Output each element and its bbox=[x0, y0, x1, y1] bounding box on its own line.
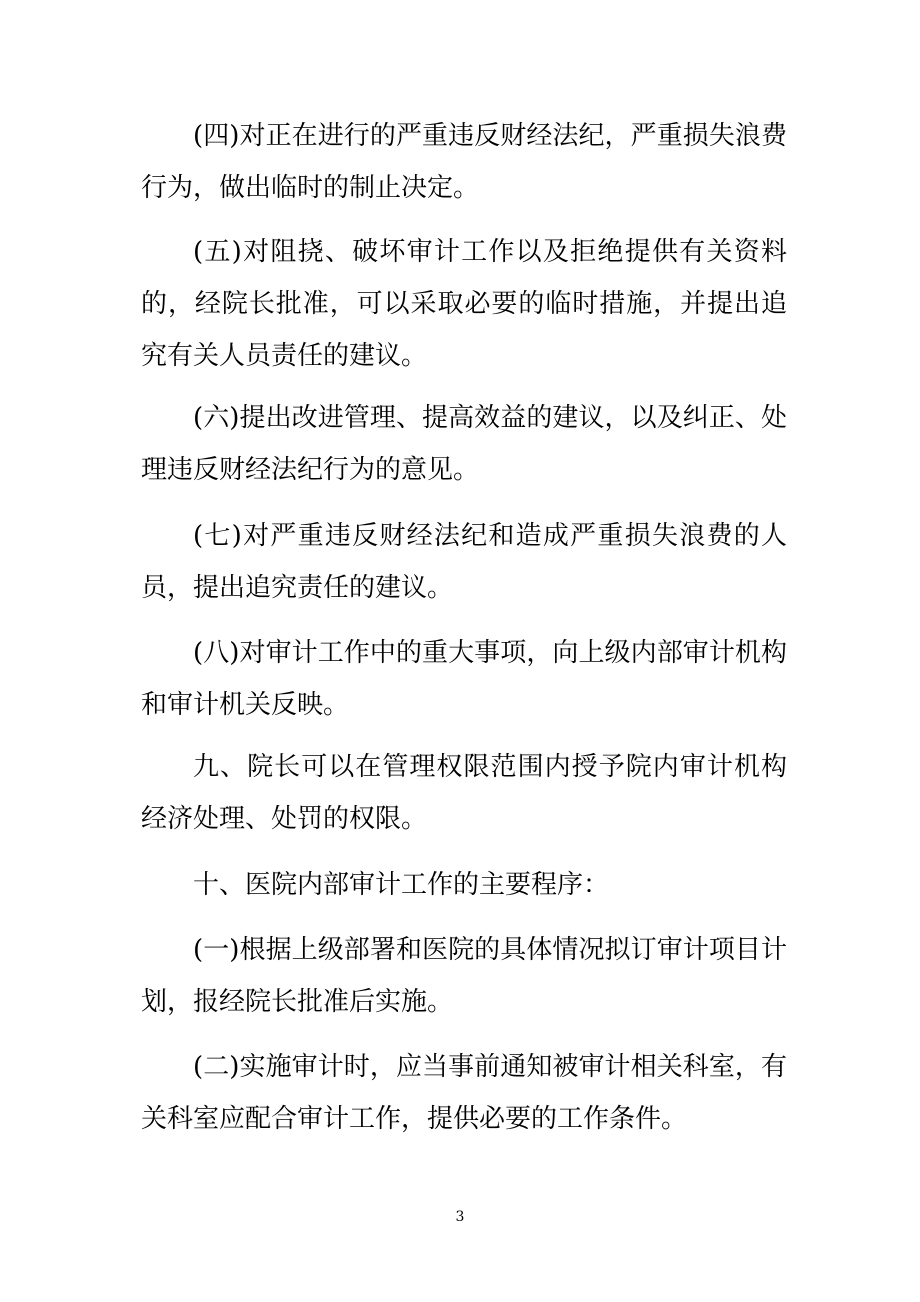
paragraph-procedure-2: (二)实施审计时，应当事前通知被审计相关科室，有关科室应配合审计工作，提供必要的工作条件。 bbox=[141, 1052, 787, 1134]
paragraph-section-9: 九、院长可以在管理权限范围内授予院内审计机构经济处理、处罚的权限。 bbox=[141, 752, 787, 834]
paragraph-item-7: (七)对严重违反财经法纪和造成严重损失浪费的人员，提出追究责任的建议。 bbox=[141, 521, 787, 603]
paragraph-section-10-heading: 十、医院内部审计工作的主要程序： bbox=[193, 870, 610, 900]
paragraph-item-5: (五)对阻挠、破坏审计工作以及拒绝提供有关资料的，经院长批准，可以采取必要的临时措施，并提出追究有关人员责任的建议。 bbox=[141, 237, 787, 371]
paragraph-item-6: (六)提出改进管理、提高效益的建议，以及纠正、处理违反财经法纪行为的意见。 bbox=[141, 403, 787, 485]
paragraph-procedure-1: (一)根据上级部署和医院的具体情况拟订审计项目计划，报经院长批准后实施。 bbox=[141, 935, 787, 1017]
paragraph-item-4: (四)对正在进行的严重违反财经法纪，严重损失浪费行为，做出临时的制止决定。 bbox=[141, 121, 787, 203]
paragraph-item-8: (八)对审计工作中的重大事项，向上级内部审计机构和审计机关反映。 bbox=[141, 638, 787, 720]
page-number: 3 bbox=[455, 1209, 465, 1225]
